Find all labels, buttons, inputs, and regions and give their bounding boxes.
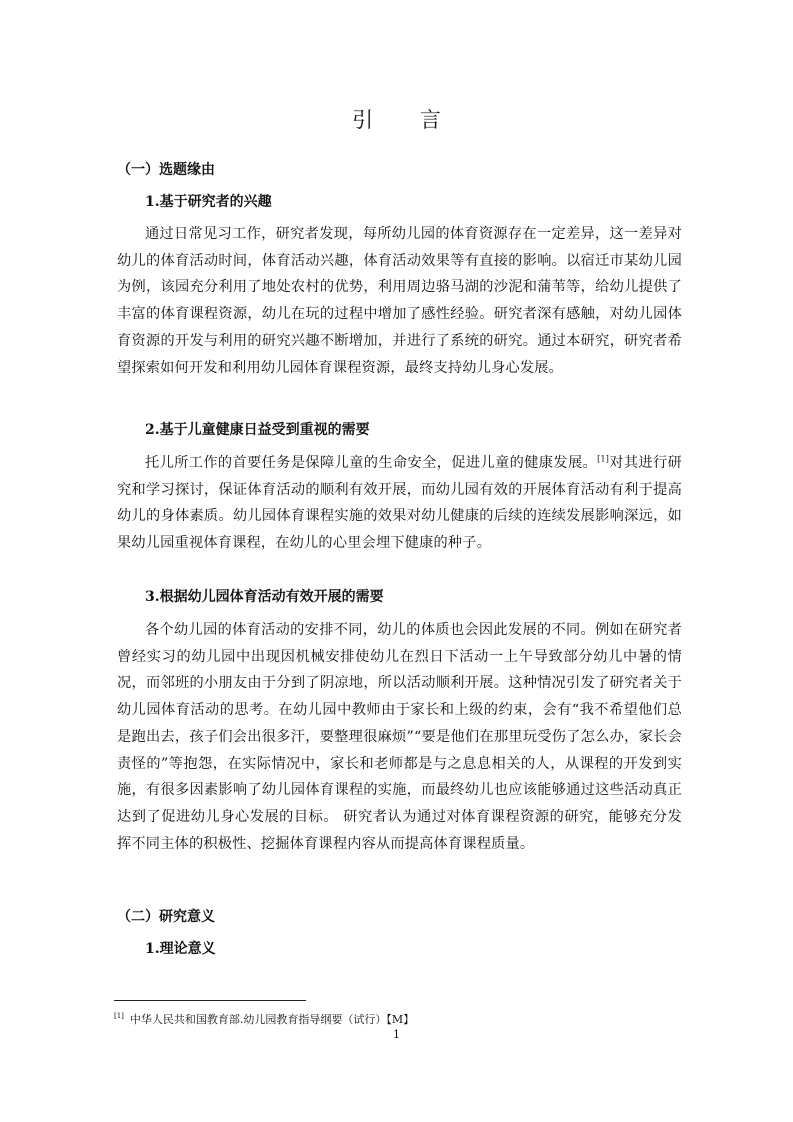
paragraph-child-health <box>117 450 682 557</box>
paragraph-effective-activity: 各个幼儿园的体育活动的安排不同，幼儿的体质也会因此发展的不同。例如在研究者曾经实习的幼儿园中出现因机械安排使幼儿在烈日下活动一上午导致部分幼儿中暑的情况，而邻班的小朋友由于分到了阴凉地，所以活动顺利开展。这种情况引发了研究者关于幼儿园体育活动的思考。在幼儿园中教师由于家长和上级的约束，会有“我不希望他们总是跑出去，孩子们会出很多汗，要整理很麻烦”“要是他们在那里玩受伤了怎么办，家长会责怪的”等抱怨，在实际情况中，家长和老师都是与之息息相关的人，从课程的开发到实施，有很多因素影响了幼儿园体育课程的实施，而最终幼儿也应该能够通过这些活动真正达到了促进幼儿身心发展的目标。 研究者认为通过对体育课程资源的研究，能够充分发挥不同主体的积极性、挖掘体育课程内容从而提高体育课程质量。 <box>117 622 682 852</box>
reference-mark[interactable]: [1] <box>597 454 610 464</box>
subheading-researcher-interest: 1.基于研究者的兴趣 <box>145 194 272 210</box>
footnote-mark: [1] <box>114 1012 124 1021</box>
subheading-effective-activity: 3.根据幼儿园体育活动有效开展的需要 <box>145 589 384 605</box>
page-number: 1 <box>393 1028 400 1041</box>
paragraph-child-health-part2: 对其进行研究和学习探讨，保证体育活动的顺利有效开展，而幼儿园有效的开展体育活动有利于提高幼儿的身体素质。幼儿园体育课程实施的效果对幼儿健康的后续的连续发展影响深远，如果幼儿园重视体育课程，在幼儿的心里会埋下健康的种子。 <box>117 455 682 552</box>
paragraph-child-health-part1: 托儿所工作的首要任务是保障儿童的生命安全，促进儿童的健康发展。 <box>145 455 598 471</box>
footnote-text: 中华人民共和国教育部.幼儿园教育指导纲要（试行）【M】 <box>129 1013 415 1026</box>
footnote <box>114 1011 414 1027</box>
page-title: 引 言 <box>352 108 461 132</box>
section-heading-significance: （二）研究意义 <box>117 909 215 925</box>
subheading-theoretical-significance: 1.理论意义 <box>145 941 216 957</box>
section-heading-reason: （一）选题缘由 <box>117 162 215 178</box>
subheading-child-health: 2.基于儿童健康日益受到重视的需要 <box>145 422 370 438</box>
paragraph-researcher-interest: 通过日常见习工作，研究者发现，每所幼儿园的体育资源存在一定差异，这一差异对幼儿的体育活动时间，体育活动兴趣，体育活动效果等有直接的影响。以宿迁市某幼儿园为例，该园充分利用了地处农村的优势，利用周边骆马湖的沙泥和蒲苇等，给幼儿提供了丰富的体育课程资源，幼儿在玩的过程中增加了感性经验。研究者深有感触，对幼儿园体育资源的开发与利用的研究兴趣不断增加，并进行了系统的研究。通过本研究，研究者希望探索如何开发和利用幼儿园体育课程资源，最终支持幼儿身心发展。 <box>117 226 682 376</box>
footnote-divider <box>114 1000 306 1001</box>
